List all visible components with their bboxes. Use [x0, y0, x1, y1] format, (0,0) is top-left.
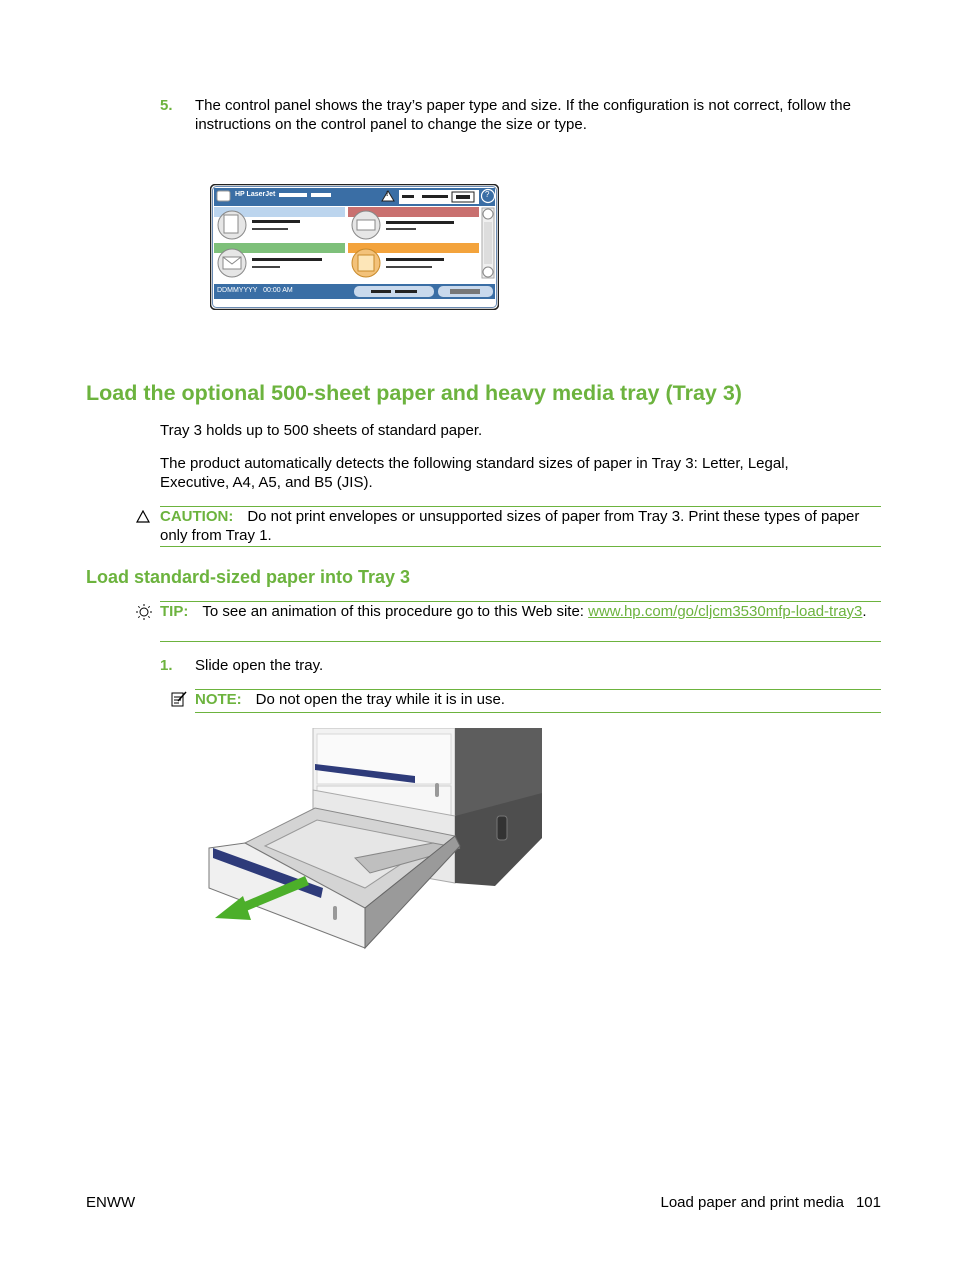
caution-block	[160, 507, 875, 545]
footer-right	[661, 1194, 882, 1211]
subsection-heading: Load standard-sized paper into Tray 3	[86, 567, 411, 587]
section-heading: Load the optional 500-sheet paper and heavy media tray (Tray 3)	[86, 381, 742, 405]
caution-label: CAUTION:	[160, 508, 234, 525]
note-icon	[170, 691, 187, 712]
printer-tray-open-image	[205, 728, 543, 950]
step-5-number: 5.	[160, 97, 173, 114]
warning-icon: !	[386, 191, 389, 198]
control-panel-illustration	[210, 184, 499, 310]
tip-text: To see an animation of this procedure go to this Web site:	[202, 603, 589, 620]
tip-block	[160, 602, 880, 621]
note-label: NOTE:	[195, 691, 242, 708]
note-block	[195, 690, 875, 709]
section-paragraph-1: Tray 3 holds up to 500 sheets of standard paper.	[160, 422, 483, 439]
footer-left: ENWW	[86, 1194, 136, 1211]
tray-illustration	[205, 728, 543, 950]
tip-rule-bottom	[160, 641, 881, 642]
tip-link[interactable]: www.hp.com/go/cljcm3530mfp-load-tray3	[588, 603, 863, 620]
page-number: 101	[855, 1194, 881, 1211]
footer-section-title: Load paper and print media	[660, 1194, 844, 1211]
tip-label: TIP:	[160, 603, 189, 620]
help-icon: ?	[485, 190, 490, 199]
tip-end: .	[862, 603, 867, 620]
caution-text: Do not print envelopes or unsupported sizes of paper from Tray 3. Print these types of paper only from Tray 1.	[160, 508, 860, 544]
caution-icon	[136, 510, 150, 527]
lightbulb-icon	[135, 603, 153, 625]
panel-brand: HP LaserJet	[235, 191, 276, 198]
note-text: Do not open the tray while it is in use.	[255, 691, 505, 708]
step-1-text: Slide open the tray.	[195, 657, 324, 674]
step-5-text: The control panel shows the tray’s paper type and size. If the configuration is not correct, follow the instructions on the control panel to change the size or type.	[195, 97, 851, 133]
note-rule-bottom	[195, 712, 881, 713]
section-paragraph-2: The product automatically detects the following standard sizes of paper in Tray 3: Letter, Legal, Executive, A4, A5, and B5 (JIS).	[160, 455, 789, 491]
step-1-number: 1.	[160, 657, 173, 674]
caution-rule-bottom	[160, 546, 881, 547]
panel-datetime: DDMMYYYY 00:00 AM	[217, 287, 293, 294]
